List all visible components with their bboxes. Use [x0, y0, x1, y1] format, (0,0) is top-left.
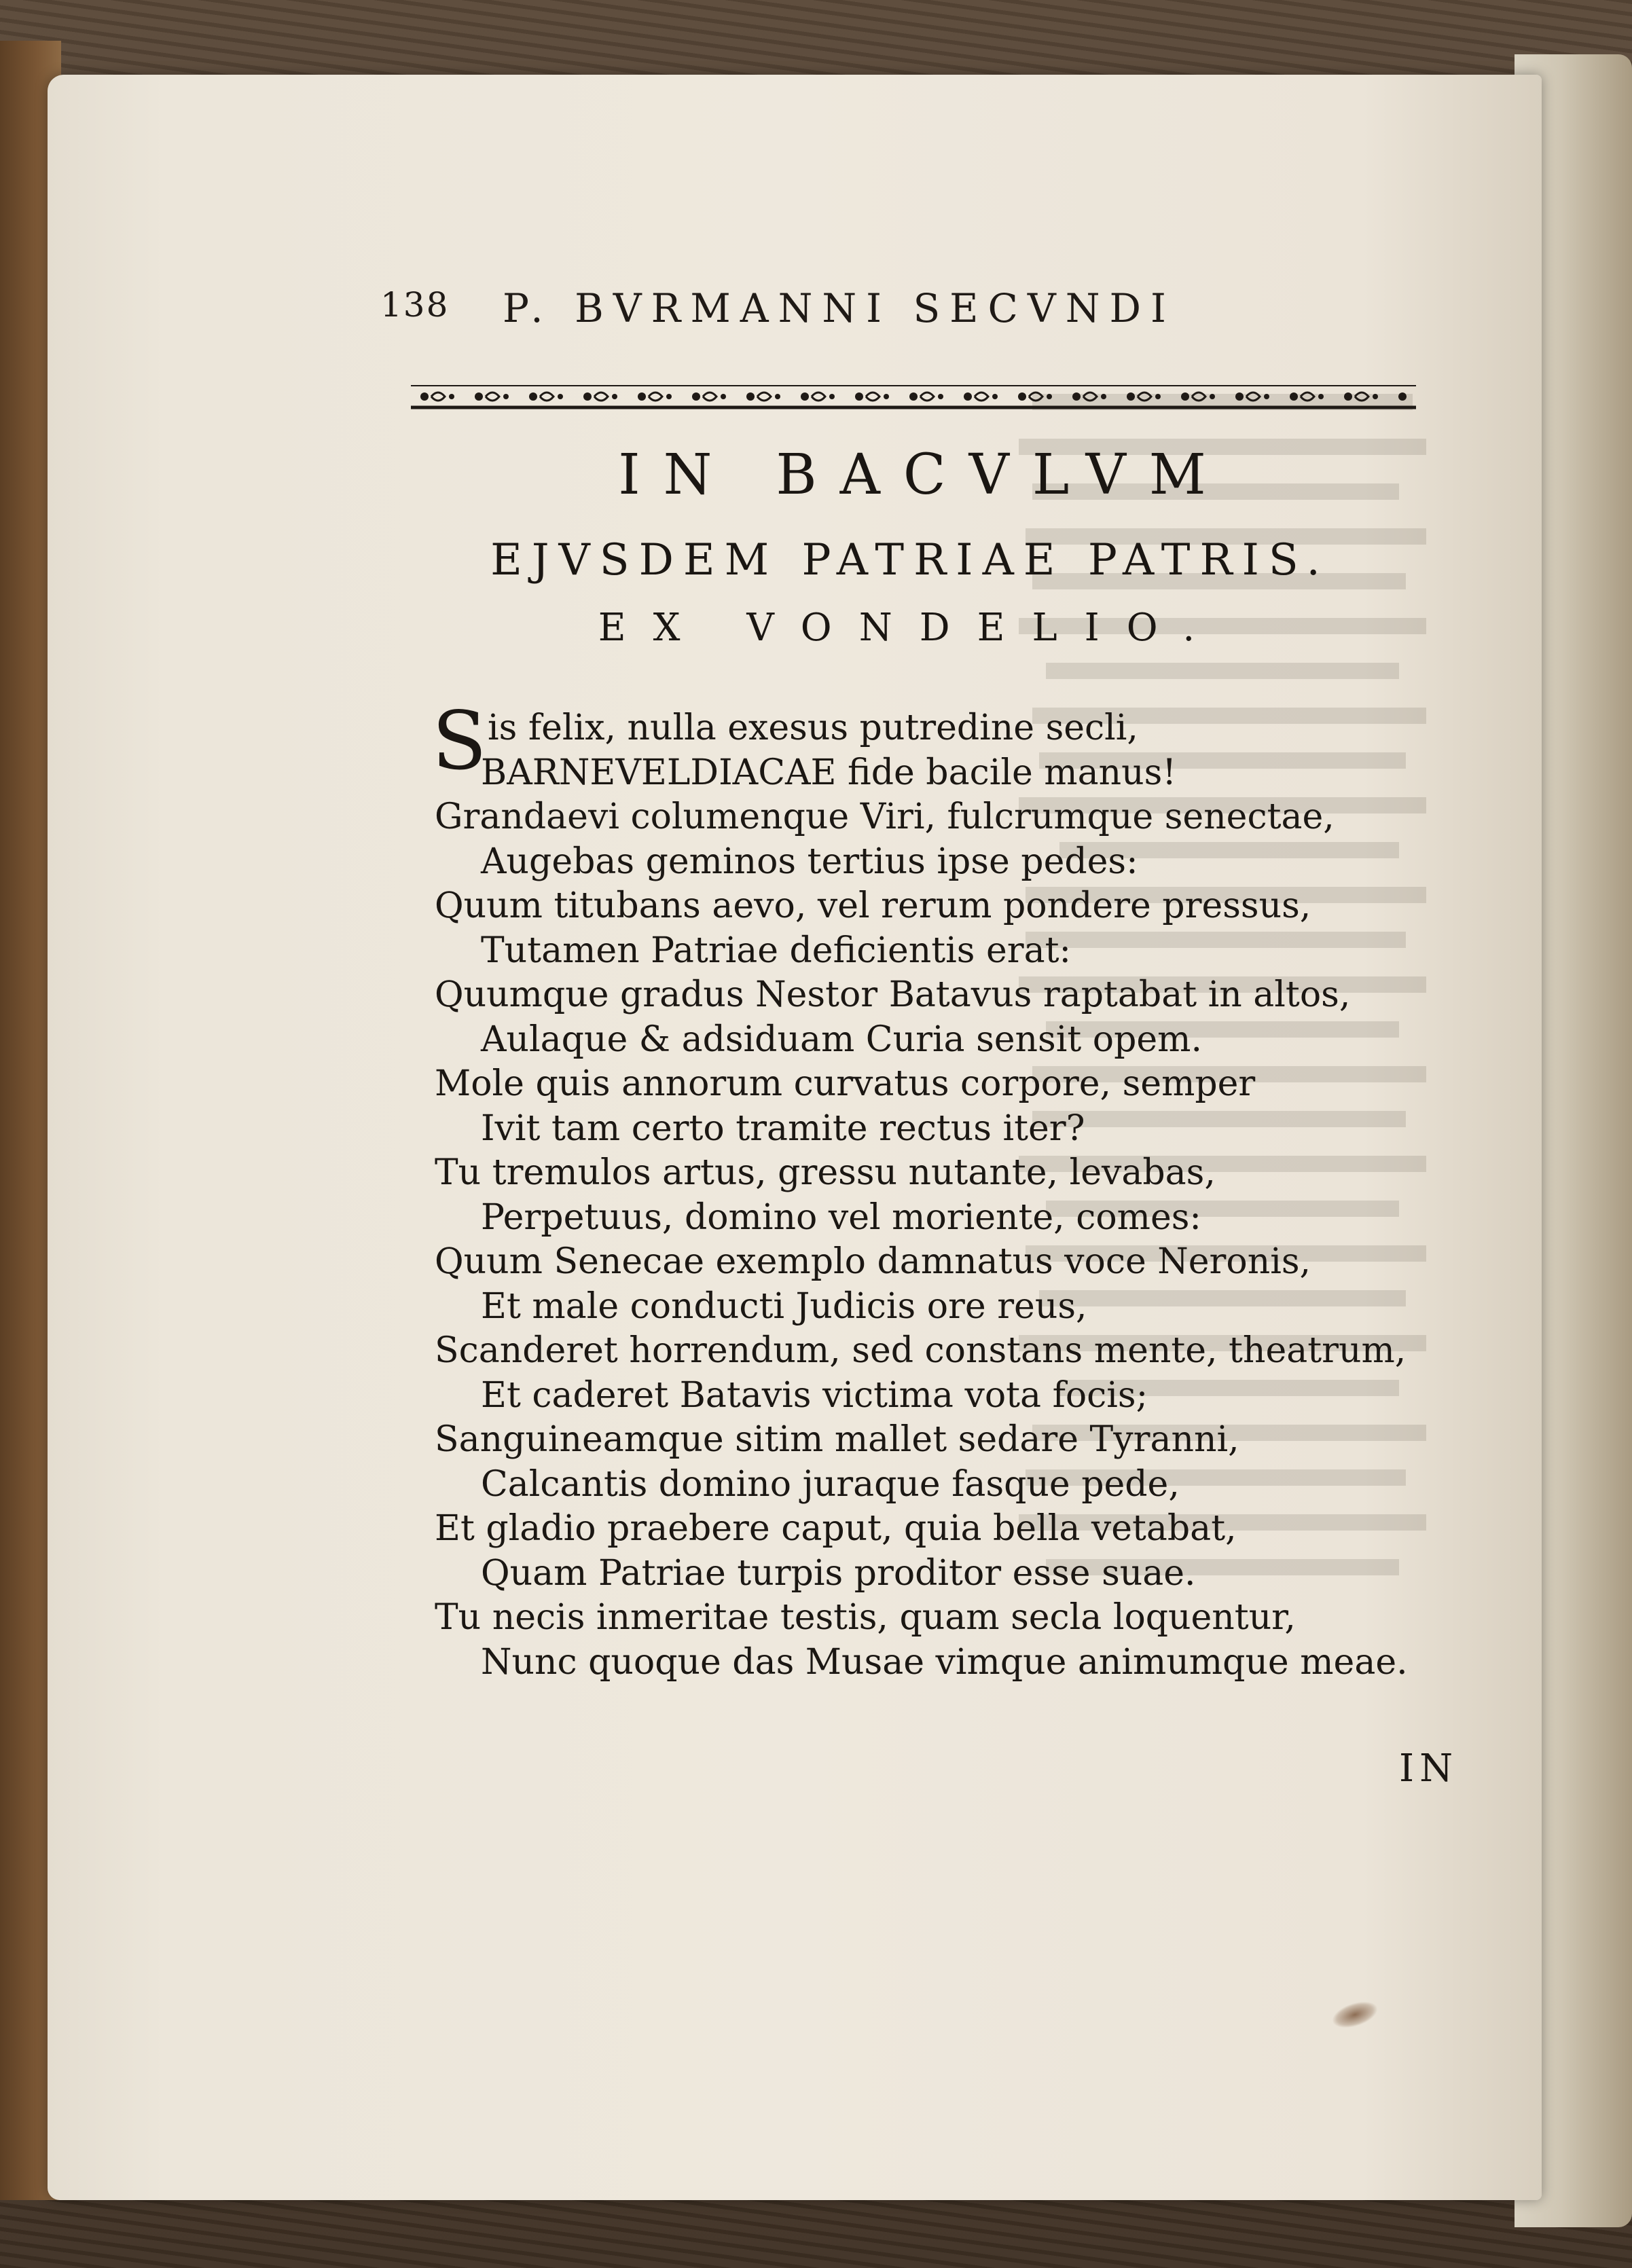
poem-line: Tutamen Patriae deficientis erat: — [481, 930, 1072, 971]
poem-body — [432, 694, 1467, 1685]
poem-line: Augebas geminos tertius ipse pedes: — [481, 841, 1138, 882]
poem-line: Quumque gradus Nestor Batavus raptabat in altos, — [435, 974, 1351, 1015]
poem-line: Et male conducti Judicis ore reus, — [481, 1285, 1087, 1327]
poem-line: Aulaque & adsiduam Curia sensit opem. — [481, 1019, 1202, 1060]
running-head: P. BVRMANNI SECVNDI — [503, 285, 1176, 331]
page-header — [380, 285, 1318, 340]
poem-line: Nunc quoque das Musae vimque animumque meae. — [481, 1641, 1408, 1683]
poem-line: Mole quis annorum curvatus corpore, semper — [435, 1063, 1256, 1104]
poem-line: Perpetuus, domino vel moriente, comes: — [481, 1196, 1201, 1238]
poem-line: Et gladio praebere caput, quia bella vetabat, — [435, 1508, 1237, 1549]
page-number: 138 — [380, 285, 450, 325]
poem-line: Quum titubans aevo, vel rerum pondere pressus, — [435, 885, 1311, 926]
poem-line: Ivit tam certo tramite rectus iter? — [481, 1108, 1085, 1149]
poem-title: IN BACVLVM — [618, 443, 1229, 507]
poem-line: Grandaevi columenque Viri, fulcrumque senectae, — [435, 797, 1335, 837]
poem-line: Et caderet Batavis victima vota focis; — [481, 1374, 1148, 1416]
drop-cap: S — [432, 694, 487, 788]
poem-line: Tu tremulos artus, gressu nutante, levabas, — [435, 1152, 1216, 1193]
poem-line: Quum Senecae exemplo damnatus voce Neronis, — [435, 1241, 1311, 1282]
ornamental-rule-icon — [411, 380, 1416, 413]
poem-line: Sanguineamque sitim mallet sedare Tyranni, — [435, 1419, 1239, 1460]
poem-line: Tu necis inmeritae testis, quam secla loquentur, — [435, 1597, 1296, 1638]
poem-line: BARNEVELDIACAE fide bacile manus! — [481, 752, 1177, 793]
poem-line: Scanderet horrendum, sed constans mente, theatrum, — [435, 1330, 1407, 1371]
poem-source: EX VONDELIO. — [598, 606, 1222, 650]
poem-subtitle: EJVSDEM PATRIAE PATRIS. — [490, 535, 1330, 585]
poem-line-text: is felix, nulla exesus putredine secli, — [488, 708, 1138, 748]
poem-line: Quam Patriae turpis proditor esse suae. — [481, 1552, 1196, 1594]
poem-line: Calcantis domino juraque fasque pede, — [481, 1463, 1180, 1505]
catchword: IN — [1399, 1746, 1459, 1791]
poem-title-block — [380, 435, 1440, 659]
